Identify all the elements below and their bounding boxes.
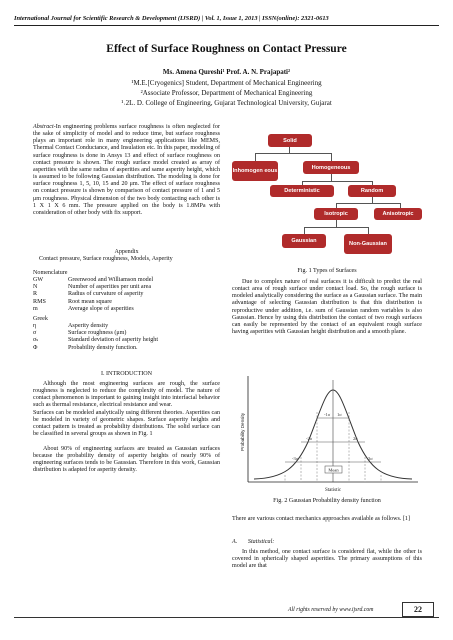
connector — [336, 203, 400, 204]
greek-symbol: η — [33, 323, 37, 330]
sigma-label: 2σ — [353, 436, 358, 441]
nom-symbol: R — [33, 291, 38, 298]
greek-description: Probability density function. — [68, 344, 138, 351]
intro-paragraph-2: Surfaces can be modeled analytically using different theories. Asperities can be modeled in variety of geometric shapes. Surface asperity heights and contact pattern is treated as probability distributions. The solid surface can be classified in several groups as shown in Fig. 1 — [33, 410, 220, 438]
greek-description: Surface roughness (μm) — [68, 330, 127, 337]
sigma-label: -2σ — [306, 436, 313, 441]
paper-title: Effect of Surface Roughness on Contact Pressure — [106, 43, 347, 55]
node-gaussian: Gaussian — [282, 234, 326, 248]
greek-title: Greek — [33, 316, 48, 322]
nomenclature-row — [33, 306, 220, 313]
node-homogeneous: Homogeneous — [303, 161, 359, 174]
node-solid: Solid — [268, 134, 312, 147]
nom-description: Root mean square — [68, 298, 112, 305]
sigma-label: 1σ — [337, 412, 342, 417]
abstract-label: Abstract- — [33, 124, 56, 130]
greek-description: Asperity density — [68, 323, 109, 330]
abstract — [33, 124, 220, 217]
node-anisotropic: Anisotropic — [374, 208, 422, 220]
connector — [368, 227, 369, 234]
page-number: 22 — [402, 602, 434, 617]
subsection-heading — [232, 539, 422, 546]
abstract-text: In engineering problems surface roughness is often neglected for the sake of simplicity of model and to reduce time, but surface roughness plays an important role in many engineering applications like MEMS, Thermal Contact Conductance, and Insulation etc. In this paper, modeling of surface roughness is done in Ansys 13 and effect of surface roughness on contact pressure is shown. The rough surface model created as array of asperities with the same radius of asperities and same asperity height, which is assumed to be following Gaussian distribution. The modeling is done for surface roughness 1, 5, 10, 15 and 20 μm. The effect of surface roughness on contact pressure is shown by comparison of contact pressure of 1 and 5 μm roughness. Physical dimension of the two body contacting each other is 1 X 1 X 6 mm. The pressure applied on the body is 1.8MPa with consideration of other body with fix support. — [33, 124, 220, 216]
nom-symbol: GW — [33, 277, 44, 284]
subsection-text: In this method, one contact surface is considered flat, while the other is covered in spherically shaped asperities. The primary assumptions of this model are that — [232, 549, 422, 570]
subsection-label: A. — [232, 539, 238, 545]
affiliation-2: ²Associate Professor, Department of Mechanical Engineering — [140, 89, 313, 97]
keywords: Contact pressure, Surface roughness, Models, Asperity — [39, 256, 173, 262]
author-names: Ms. Amena Qureshi¹ Prof. A. N. Prajapati² — [162, 68, 291, 76]
node-non-gaussian: Non-Gaussian — [344, 234, 392, 254]
mean-label: Mean — [328, 467, 339, 473]
connector — [336, 220, 337, 227]
nomenclature-title: Nomenclature — [33, 270, 68, 276]
greek-symbol: Φ — [33, 344, 38, 351]
node-deterministic: Deterministic — [270, 185, 334, 197]
nomenclature-row — [33, 291, 220, 298]
node-isotropic: Isotropic — [314, 208, 358, 220]
nomenclature-row — [33, 299, 220, 306]
greek-row — [33, 345, 220, 352]
greek-symbols — [33, 316, 220, 352]
node-random: Random — [348, 185, 396, 197]
intro-paragraph-3: About 90% of engineering surfaces are treated as Gaussian surfaces because the probability density of asperity heights of nearly 90% of engineering surfaces tends to be Gaussian. Therefore in this work, Gaussian distribution is adapted for asperity density. — [33, 446, 220, 474]
greek-symbol: σ — [33, 330, 37, 337]
sigma-label: 3σ — [368, 456, 373, 461]
intro-paragraph-1: Although the most engineering surfaces are rough, the surface roughness is neglected to reduce the complexity of model. The nature of contact phenomenon is important to gaining insight into interfacial behavior such as thermal resistance, electrical resistance and wear. — [33, 381, 220, 409]
connector — [304, 227, 368, 228]
connector — [331, 153, 332, 161]
greek-symbol: σₛ — [33, 337, 39, 344]
connector — [255, 153, 256, 161]
nom-symbol: N — [33, 284, 38, 291]
body-paragraph-2: There are various contact mechanics approaches available as follows. [1] — [232, 516, 410, 522]
greek-description: Standard deviation of asperity height — [68, 337, 159, 344]
header-rule — [14, 25, 439, 26]
subsection-title: Statistical: — [247, 539, 275, 545]
nom-description: Greenwood and Williamson model — [68, 277, 154, 284]
nom-description: Number of asperities per unit area — [68, 284, 152, 291]
greek-row — [33, 337, 220, 344]
x-axis-label: Statistic — [324, 488, 342, 493]
footer-rule — [14, 617, 439, 618]
journal-header: International Journal for Scientific Research & Development (IJSRD) | Vol. 1, Issue 1, 2013 | ISSN(online): 2321-0613 — [14, 15, 329, 22]
fig2-gaussian-plot — [236, 372, 422, 497]
connector — [331, 174, 332, 181]
sigma-label: -3σ — [292, 456, 299, 461]
connector — [255, 153, 331, 154]
fig1-caption: Fig. 1 Types of Surfaces — [297, 268, 357, 274]
intro-heading: I. INTRODUCTION — [100, 371, 153, 377]
nom-symbol: m — [33, 305, 38, 312]
sigma-label: -1σ — [324, 412, 331, 417]
appendix-title: Appendix — [114, 249, 139, 255]
nomenclature — [33, 270, 220, 313]
greek-row — [33, 323, 220, 330]
connector — [302, 181, 372, 182]
body-paragraph: Due to complex nature of real surfaces it is difficult to predict the real contact area of rough surface under contact load. So, the rough surface is modeled analytically considering the surface as a Gaussian surface. The main advantage of selecting Gaussian distribution is that this distribution is reproductive under addition, i.e. sum of Gaussian random variables is also Gaussian. Hence by using this distribution the contact of two rough surfaces can easily be represented by the contact of an equivalent rough surface having asperities with Gaussian height distribution and a smooth plane. — [232, 279, 422, 336]
nom-description: Average slope of asperities — [68, 305, 134, 312]
fig2-caption: Fig. 2 Gaussian Probability density function — [273, 498, 381, 504]
footer-text: All rights reserved by www.ijsrd.com — [288, 607, 374, 613]
nom-symbol: RMS — [33, 298, 46, 305]
connector — [304, 227, 305, 234]
fig1-diagram — [232, 120, 422, 265]
y-axis-label: Probability Density — [240, 412, 245, 452]
affiliation-3: ¹˒2L. D. College of Engineering, Gujarat Technological University, Gujarat — [121, 99, 332, 107]
connector — [372, 196, 373, 203]
affiliation-1: ¹M.E.[Cryogenics] Student, Department of Mechanical Engineering — [131, 79, 322, 87]
node-inhomogeneous: Inhomogen eous — [232, 161, 278, 181]
nom-description: Radius of curvature of asperity — [68, 291, 144, 298]
